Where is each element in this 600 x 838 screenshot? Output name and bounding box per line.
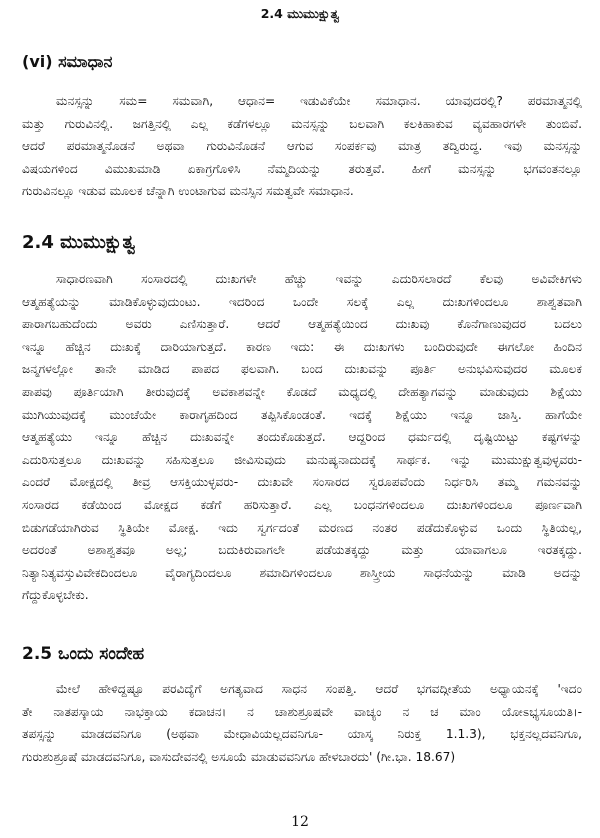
page-number: 12 bbox=[291, 814, 309, 830]
paragraph-mumukshutva bbox=[22, 268, 582, 607]
running-head: 2.4 ಮುಮುಕ್ಷುತ್ವ bbox=[260, 6, 340, 21]
section-heading-samadhana: (vi) ಸಮಾಧಾನ bbox=[22, 52, 113, 71]
text-line: ಪಾಪವು ಪೂರ್ತಿಯಾಗಿ ತೀರುವುದಕ್ಕೆ ಅವಕಾಶವನ್ನೇ ಕೊಡದೆ ಮಧ್ಯದಲ್ಲಿ ದೇಹತ್ಯಾಗವನ್ನು ಮಾಡುವುದು ಶಿಕ್ಷೆಯು bbox=[22, 384, 582, 399]
text-line: ಮುಗಿಯುವುದಕ್ಕೆ ಮುಂಚೆಯೇ ಕಾರಾಗೃಹದಿಂದ ತಪ್ಪಿಸಿಕೊಂಡಂತೆ. ಇದಕ್ಕೆ ಶಿಕ್ಷೆಯು ಇನ್ನೂ ಜಾಸ್ತಿ. ಹಾಗೆಯೇ bbox=[22, 407, 582, 422]
section-heading-sandeha: 2.5 ಒಂದು ಸಂದೇಹ bbox=[22, 644, 145, 664]
text-line: ತೇ ನಾತಪಸ್ಕಾಯ ನಾಭಕ್ತಾಯ ಕದಾಚನ। ನ ಚಾಶುಶ್ರೂಷವೇ ವಾಚ್ಯಂ ನ ಚ ಮಾಂ ಯೋಽಭ್ಯಸೂಯತಿ।- bbox=[22, 704, 582, 719]
text-line: ಗೆದ್ದುಕೊಳ್ಳಬೇಕು. bbox=[22, 588, 89, 603]
text-line: ಅದರಂತೆ ಅಶಾಶ್ವತವೂ ಅಲ್ಲ; ಬದುಕಿರುವಾಗಲೇ ಪಡೆಯತಕ್ಕದ್ದು ಮತ್ತು ಯಾವಾಗಲೂ ಇರತಕ್ಕದ್ದು. bbox=[22, 543, 582, 558]
text-line: ಗುರುಶುಶ್ರೂಷೆ ಮಾಡದವನಿಗೂ, ವಾಸುದೇವನಲ್ಲಿ ಅಸೂಯೆ ಮಾಡುವವನಿಗೂ ಹೇಳಬಾರದು' (ಗೀ.ಭಾ. 18.67) bbox=[22, 749, 456, 764]
text-line: ಪಾರಾಗಬಹುದೆಂದು ಅವರು ಎಣಿಸುತ್ತಾರೆ. ಆದರೆ ಆತ್ಮಹತ್ಯೆಯಿಂದ ದುಃಖವು ಕೊನೆಗಾಣುವುದರ ಬದಲು bbox=[22, 317, 582, 332]
text-line: ಆದರೆ ಪರಮಾತ್ಮನೊಡನೆ ಅಥವಾ ಗುರುವಿನೊಡನೆ ಆಗುವ ಸಂಪರ್ಕವು ಮಾತ್ರ ತದ್ವಿರುದ್ಧ. ಇವು ಮನಸ್ಸನ್ನು bbox=[22, 139, 582, 154]
text-line: ಬಿಡುಗಡೆಯಾಗಿರುವ ಸ್ಥಿತಿಯೇ ಮೋಕ್ಷ. ಇದು ಸ್ವರ್ಗದಂತೆ ಮರಣದ ನಂತರ ಪಡೆದುಕೊಳ್ಳುವ ಒಂದು ಸ್ಥಿತಿಯಲ್ಲ, bbox=[22, 520, 582, 535]
text-line: ಮೇಲೆ ಹೇಳಿದ್ದಷ್ಟೂ ಪರವಿದ್ಯೆಗೆ ಅಗತ್ಯವಾದ ಸಾಧನ ಸಂಪತ್ತಿ. ಆದರೆ ಭಗವದ್ಗೀತೆಯ ಅಧ್ಯಾಯನಕ್ಕೆ 'ಇದಂ bbox=[56, 682, 582, 696]
text-line: ಮತ್ತು ಗುರುವಿನಲ್ಲಿ. ಜಗತ್ತಿನಲ್ಲಿ ಎಲ್ಲ ಕಡೆಗಳಲ್ಲೂ ಮನಸ್ಸನ್ನು ಬಲವಾಗಿ ಕಲಕಿಹಾಕುವ ವ್ಯವಹಾರಗಳೇ ತುಂಬಿವೆ. bbox=[22, 116, 582, 131]
text-line: ಮನಸ್ಸನ್ನು ಸಮ= ಸಮವಾಗಿ, ಆಧಾನ= ಇಡುವಿಕೆಯೇ ಸಮಾಧಾನ. ಯಾವುದರಲ್ಲಿ? ಪರಮಾತ್ಮನಲ್ಲಿ bbox=[56, 94, 582, 108]
text-line: ಗುರುವಿನಲ್ಲೂ ಇಡುವ ಮೂಲಕ ಚೆನ್ನಾಗಿ ಉಂಟಾಗುವ ಮನಸ್ಸಿನ ಸಮತ್ವವೇ ಸಮಾಧಾನ. bbox=[22, 184, 354, 199]
text-line: ಜನ್ಮಗಳಲ್ಲೋ ತಾನೇ ಮಾಡಿದ ಪಾಪದ ಫಲವಾಗಿ. ಬಂದ ದುಃಖವನ್ನು ಪೂರ್ತಿ ಅನುಭವಿಸುವುದರ ಮೂಲಕ bbox=[22, 362, 582, 377]
text-line: ಸಾಧಾರಣವಾಗಿ ಸಂಸಾರದಲ್ಲಿ ದುಃಖಗಳೇ ಹೆಚ್ಚು ಇವನ್ನು ಎದುರಿಸಲಾರದೆ ಕೆಲವು ಅವಿವೇಕಿಗಳು bbox=[56, 272, 582, 286]
text-line: ಎದುರಿಸುತ್ತಲೂ ದುಃಖವನ್ನು ಸಹಿಸುತ್ತಲೂ ಜೀವಿಸುವುದು ಮನುಷ್ಯನಾದುದಕ್ಕೆ ಸಾರ್ಥಕ. ಇನ್ನು ಮುಮುಕ್ಷುತ್ವವುಳ್ಳವರು- bbox=[22, 452, 582, 467]
text-line: ಇನ್ನೂ ಹೆಚ್ಚಿನ ದುಃಖಕ್ಕೆ ದಾರಿಯಾಗುತ್ತದೆ. ಕಾರಣ ಇದು: ಈ ದುಃಖಗಳು ಬಂದಿರುವುದೇ ಈಗಲೋ ಹಿಂದಿನ bbox=[22, 339, 582, 354]
text-line: ನಿತ್ಯಾನಿತ್ಯವಸ್ತುವಿವೇಕದಿಂದಲೂ ವೈರಾಗ್ಯದಿಂದಲೂ ಶಮಾದಿಗಳಿಂದಲೂ ಶಾಸ್ತ್ರೀಯ ಸಾಧನೆಯನ್ನು ಮಾಡಿ ಅದನ್ನು bbox=[22, 565, 582, 580]
paragraph-samadhana bbox=[22, 90, 582, 203]
text-line: ಸಂಸಾರದ ಕಡೆಯಿಂದ ಮೋಕ್ಷದ ಕಡೆಗೆ ಹರಿಸುತ್ತಾರೆ. ಎಲ್ಲ ಬಂಧನಗಳಿಂದಲೂ ದುಃಖಗಳಿಂದಲೂ ಪೂರ್ಣವಾಗಿ bbox=[22, 497, 582, 512]
text-line: ತಪಸ್ಸನ್ನು ಮಾಡದವನಿಗೂ (ಅಥವಾ ಮೇಧಾವಿಯಲ್ಲದವನಿಗೂ- ಯಾಸ್ಕ ನಿರುಕ್ತ 1.1.3), ಭಕ್ತನಲ್ಲದವನಿಗೂ, bbox=[22, 727, 582, 742]
text-line: ಎಂದರೆ ಮೋಕ್ಷದಲ್ಲಿ ತೀವ್ರ ಆಸಕ್ತಿಯುಳ್ಳವರು- ದುಃಖವೇ ಸಂಸಾರದ ಸ್ವರೂಪವೆಂದು ನಿರ್ಧರಿಸಿ ತಮ್ಮ ಗಮನವನ್ನು bbox=[22, 475, 582, 490]
text-line: ಆತ್ಮಹತ್ಯೆಯನ್ನು ಮಾಡಿಕೊಳ್ಳುವುದುಂಟು. ಇದರಿಂದ ಒಂದೇ ಸಲಕ್ಕೆ ಎಲ್ಲ ದುಃಖಗಳಿಂದಲೂ ಶಾಶ್ವತವಾಗಿ bbox=[22, 294, 582, 309]
text-line: ವಿಷಯಗಳಿಂದ ವಿಮುಖಮಾಡಿ ಏಕಾಗ್ರಗೊಳಿಸಿ ನೆಮ್ಮದಿಯನ್ನು ತರುತ್ತವೆ. ಹೀಗೆ ಮನಸ್ಸನ್ನು ಭಗವಂತನಲ್ಲೂ bbox=[22, 161, 582, 176]
paragraph-sandeha bbox=[22, 678, 582, 768]
section-heading-mumukshutva: 2.4 ಮುಮುಕ್ಷುತ್ವ bbox=[22, 232, 136, 253]
text-line: ಆತ್ಮಹತ್ಯೆಯು ಇನ್ನೂ ಹೆಚ್ಚಿನ ದುಃಖವನ್ನೇ ತಂದುಕೊಡುತ್ತದೆ. ಆದ್ದರಿಂದ ಧರ್ಮದಲ್ಲಿ ದೃಷ್ಟಿಯಿಟ್ಟು ಕಷ್ಟಗಳನ್ನು bbox=[22, 430, 582, 445]
